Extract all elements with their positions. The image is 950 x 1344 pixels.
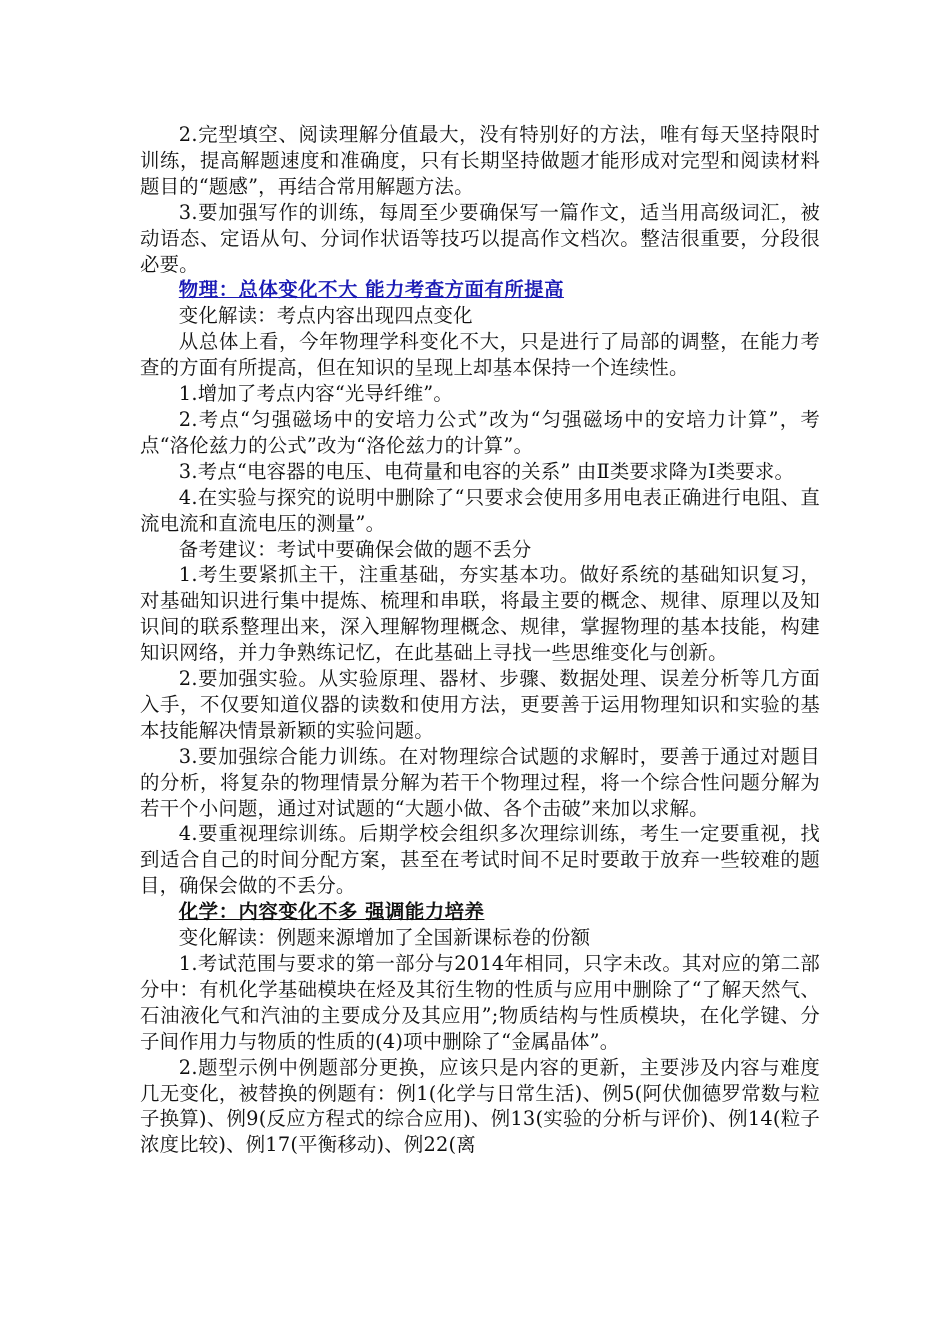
physics-heading[interactable] <box>140 277 820 303</box>
physics-advice-4: 4.要重视理综训练。后期学校会组织多次理综训练，考生一定要重视，找到适合自己的时间分配方案，甚至在考试时间不足时要敢于放弃一些较难的题目，确保会做的不丢分。 <box>140 822 820 898</box>
chemistry-heading <box>140 899 820 925</box>
chemistry-change-1: 1.考试范围与要求的第一部分与2014年相同，只字未改。其对应的第二部分中：有机化学基础模块在烃及其衍生物的性质与应用中删除了“了解天然气、石油液化气和汽油的主要成分及其应用”;物质结构与性质模块，在化学键、分子间作用力与物质的性质的(4)项中删除了“金属晶体”。 <box>140 952 820 1053</box>
physics-advice-title: 备考建议：考试中要确保会做的题不丢分 <box>178 537 532 561</box>
chemistry-change-2: 2.题型示例中例题部分更换，应该只是内容的更新，主要涉及内容与难度几无变化，被替换的例题有：例1(化学与日常生活)、例5(阿伏伽德罗常数与粒子换算)、例9(反应方程式的综合应用)、例13(实验的分析与评价)、例14(粒子浓度比较)、例17(平衡移动)、例22(离 <box>140 1055 820 1157</box>
chemistry-heading-text: 化学：内容变化不多 强调能力培养 <box>178 900 485 924</box>
physics-intro: 从总体上看，今年物理学科变化不大，只是进行了局部的调整，在能力考查的方面有所提高，但在知识的呈现上却基本保持一个连续性。 <box>140 330 820 380</box>
physics-change-3: 3.考点“电容器的电压、电荷量和电容的关系” 由Ⅱ类要求降为Ⅰ类要求。 <box>178 459 795 483</box>
physics-change-title: 变化解读：考点内容出现四点变化 <box>178 304 473 328</box>
chemistry-change-title: 变化解读：例题来源增加了全国新课标卷的份额 <box>178 926 591 950</box>
physics-advice-2: 2.要加强实验。从实验原理、器材、步骤、数据处理、误差分析等几方面入手，不仅要知道仪器的读数和使用方法，更要善于运用物理知识和实验的基本技能解决情景新颖的实验问题。 <box>140 667 820 742</box>
english-tip-2: 2.完型填空、阅读理解分值最大，没有特别好的方法，唯有每天坚持限时训练，提高解题速度和准确度，只有长期坚持做题才能形成对完型和阅读材料题目的“题感”，再结合常用解题方法。 <box>140 123 820 198</box>
physics-change-1: 1.增加了考点内容“光导纤维”。 <box>178 382 454 406</box>
physics-change-4: 4.在实验与探究的说明中删除了“只要求会使用多用电表正确进行电阻、直流电流和直流电压的测量”。 <box>140 485 820 535</box>
physics-advice-3: 3.要加强综合能力训练。在对物理综合试题的求解时，要善于通过对题目的分析，将复杂的物理情景分解为若干个物理过程，将一个综合性问题分解为若干个小问题，通过对试题的“大题小做、各个击破”来加以求解。 <box>140 744 820 820</box>
physics-heading-link[interactable]: 物理：总体变化不大 能力考查方面有所提高 <box>178 278 564 302</box>
english-tip-3: 3.要加强写作的训练，每周至少要确保写一篇作文，适当用高级词汇，被动语态、定语从句、分词作状语等技巧以提高作文档次。整洁很重要，分段很必要。 <box>140 200 820 276</box>
physics-advice-1: 1.考生要紧抓主干，注重基础，夯实基本功。做好系统的基础知识复习，对基础知识进行集中提炼、梳理和串联，将最主要的概念、规律、原理以及知识间的联系整理出来，深入理解物理概念、规律，掌握物理的基本技能，构建知识网络，并力争熟练记忆，在此基础上寻找一些思维变化与创新。 <box>140 563 820 665</box>
physics-change-2: 2.考点“匀强磁场中的安培力公式”改为“匀强磁场中的安培力计算”，考点“洛伦兹力的公式”改为“洛伦兹力的计算”。 <box>140 407 820 457</box>
document-page <box>140 122 820 1158</box>
